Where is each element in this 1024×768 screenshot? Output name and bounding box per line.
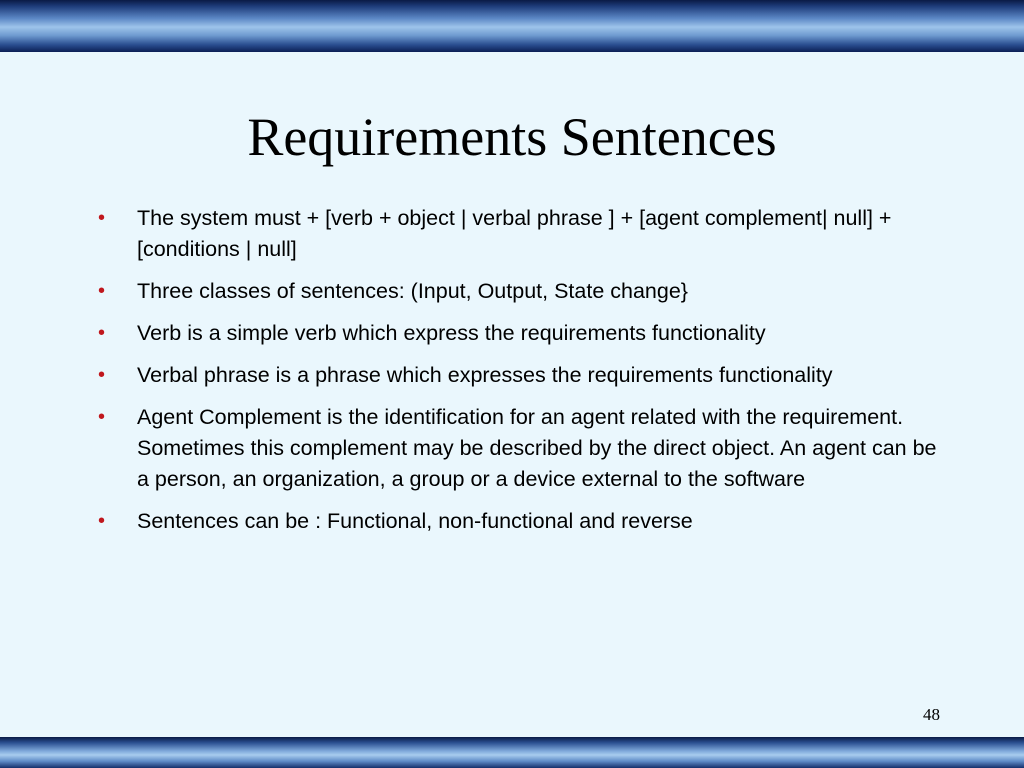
bullet-list	[96, 203, 946, 548]
bullet-icon: •	[98, 364, 106, 386]
bullet-text: Verb is a simple verb which express the requirements functionality	[137, 321, 766, 345]
bullet-icon: •	[98, 280, 106, 302]
page-number: 48	[923, 705, 940, 724]
bullet-item	[96, 276, 946, 307]
bullet-text: The system must + [verb + object | verbal phrase ] + [agent complement| null] + [conditions | null]	[137, 206, 892, 261]
bullet-icon: •	[98, 207, 106, 229]
bullet-item	[96, 203, 946, 265]
bullet-item	[96, 506, 946, 537]
slide-title: Requirements Sentences	[247, 107, 777, 167]
bullet-icon: •	[98, 322, 106, 344]
bullet-icon: •	[98, 510, 106, 532]
bullet-text: Agent Complement is the identification for an agent related with the requirement. Sometimes this complement may be described by the direct object. An agent can be a person, an organization, a group or a device external to the software	[137, 405, 937, 491]
bullet-text: Three classes of sentences: (Input, Output, State change}	[137, 279, 688, 303]
header-band	[0, 0, 1024, 52]
bullet-icon: •	[98, 406, 106, 428]
bullet-text: Verbal phrase is a phrase which expresses the requirements functionality	[137, 363, 833, 387]
bullet-item	[96, 360, 946, 391]
footer-band	[0, 737, 1024, 768]
bullet-item	[96, 318, 946, 349]
bullet-item	[96, 402, 946, 495]
bullet-text: Sentences can be : Functional, non-functional and reverse	[137, 509, 693, 533]
